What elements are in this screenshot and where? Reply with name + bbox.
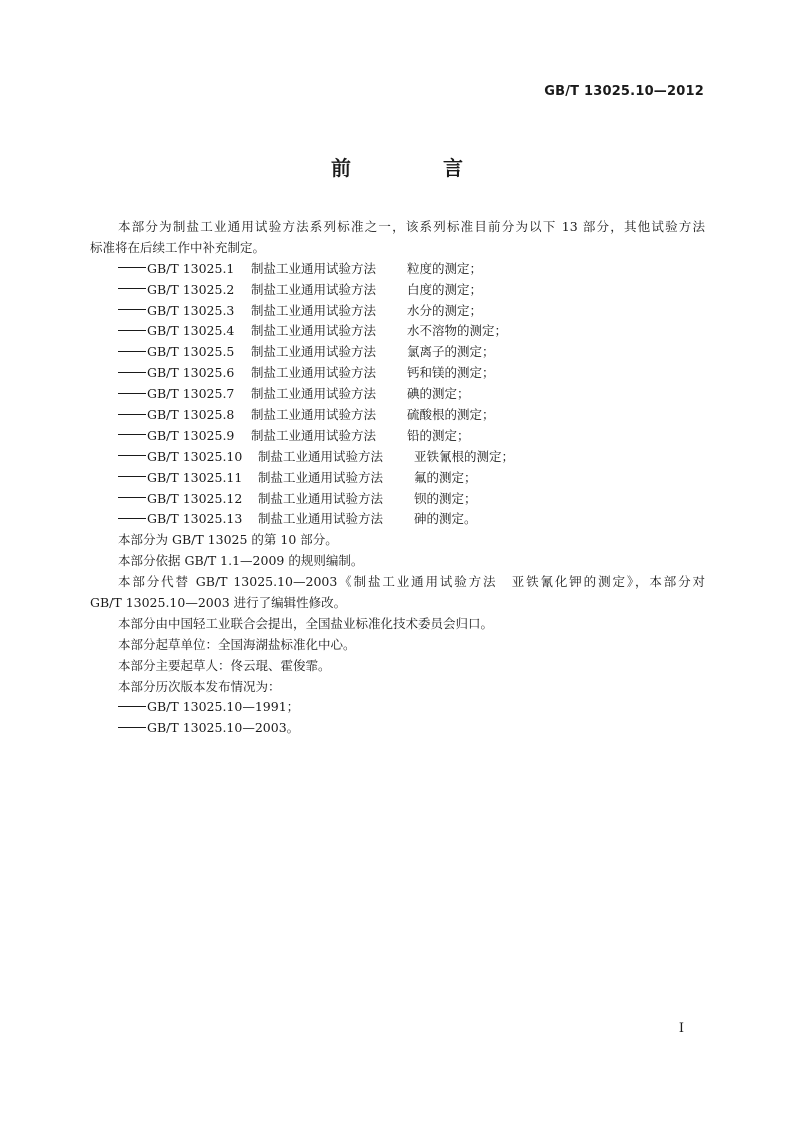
part-subject: 氟的测定； bbox=[414, 469, 477, 485]
em-dash bbox=[118, 393, 146, 395]
part-subject: 粒度的测定； bbox=[407, 260, 483, 276]
list-item bbox=[90, 321, 705, 342]
part-code: GB/T 13025.11 bbox=[147, 469, 243, 485]
page-title: 前 言 bbox=[331, 156, 499, 180]
history-list bbox=[90, 697, 705, 739]
part-method: 制盐工业通用试验方法 bbox=[251, 344, 377, 360]
part-method: 制盐工业通用试验方法 bbox=[251, 407, 377, 423]
history-entry: GB/T 13025.10—1991； bbox=[147, 699, 300, 715]
em-dash bbox=[118, 455, 146, 457]
history-intro: 本部分历次版本发布情况为： bbox=[118, 678, 281, 694]
part-code: GB/T 13025.10 bbox=[147, 448, 243, 464]
em-dash bbox=[118, 351, 146, 353]
proposed-by-statement: 本部分由中国轻工业联合会提出，全国盐业标准化技术委员会归口。 bbox=[118, 615, 494, 631]
list-item bbox=[90, 363, 705, 384]
part-subject: 水分的测定； bbox=[407, 302, 483, 318]
part-of-statement: 本部分为 GB/T 13025 的第 10 部分。 bbox=[118, 532, 338, 548]
part-code: GB/T 13025.1 bbox=[147, 260, 235, 276]
part-code: GB/T 13025.6 bbox=[147, 365, 235, 381]
part-code: GB/T 13025.5 bbox=[147, 344, 235, 360]
list-item bbox=[90, 697, 705, 718]
em-dash bbox=[118, 267, 146, 269]
part-code: GB/T 13025.8 bbox=[147, 407, 235, 423]
em-dash bbox=[118, 497, 146, 499]
part-subject: 碘的测定； bbox=[407, 386, 470, 402]
part-code: GB/T 13025.3 bbox=[147, 302, 235, 318]
page-number: I bbox=[678, 1021, 684, 1036]
list-item bbox=[90, 384, 705, 405]
part-method: 制盐工业通用试验方法 bbox=[251, 260, 377, 276]
list-item bbox=[90, 426, 705, 447]
part-method: 制盐工业通用试验方法 bbox=[258, 469, 384, 485]
part-subject: 氯离子的测定； bbox=[407, 344, 495, 360]
part-method: 制盐工业通用试验方法 bbox=[251, 281, 377, 297]
part-method: 制盐工业通用试验方法 bbox=[251, 386, 377, 402]
intro-line-2: 标准将在后续工作中补充制定。 bbox=[90, 239, 266, 255]
basis-statement: 本部分依据 GB/T 1.1—2009 的规则编制。 bbox=[118, 553, 364, 569]
drafting-unit-statement: 本部分起草单位：全国海湖盐标准化中心。 bbox=[118, 636, 356, 652]
em-dash bbox=[118, 434, 146, 436]
intro-line-1: 本部分为制盐工业通用试验方法系列标准之一，该系列标准目前分为以下 13 部分，其他试验方法 bbox=[118, 219, 705, 234]
parts-list bbox=[90, 259, 705, 531]
list-item bbox=[90, 718, 705, 739]
em-dash bbox=[118, 330, 146, 332]
part-method: 制盐工业通用试验方法 bbox=[251, 365, 377, 381]
foreword-body bbox=[90, 217, 705, 739]
list-item bbox=[90, 447, 705, 468]
part-subject: 砷的测定。 bbox=[414, 511, 477, 527]
part-subject: 钡的测定； bbox=[414, 490, 477, 506]
part-subject: 水不溶物的测定； bbox=[407, 323, 508, 339]
list-item bbox=[90, 489, 705, 510]
part-subject: 亚铁氰根的测定； bbox=[414, 448, 515, 464]
em-dash bbox=[118, 309, 146, 311]
part-subject: 钙和镁的测定； bbox=[407, 365, 495, 381]
part-code: GB/T 13025.9 bbox=[147, 427, 235, 443]
part-method: 制盐工业通用试验方法 bbox=[258, 490, 384, 506]
history-entry: GB/T 13025.10—2003。 bbox=[147, 720, 300, 736]
part-code: GB/T 13025.13 bbox=[147, 511, 243, 527]
part-method: 制盐工业通用试验方法 bbox=[258, 448, 384, 464]
part-code: GB/T 13025.7 bbox=[147, 386, 235, 402]
part-subject: 白度的测定； bbox=[407, 281, 483, 297]
drafters-statement: 本部分主要起草人：佟云琨、霍俊霏。 bbox=[118, 657, 331, 673]
part-method: 制盐工业通用试验方法 bbox=[251, 427, 377, 443]
list-item bbox=[90, 301, 705, 322]
em-dash bbox=[118, 727, 146, 729]
part-code: GB/T 13025.4 bbox=[147, 323, 235, 339]
list-item bbox=[90, 509, 705, 530]
em-dash bbox=[118, 414, 146, 416]
list-item bbox=[90, 342, 705, 363]
replaces-statement-line-1: 本部分代替 GB/T 13025.10—2003《制盐工业通用试验方法 亚铁氰化钾的测定》，本部分对 bbox=[118, 574, 705, 590]
standard-code-header: GB/T 13025.10—2012 bbox=[544, 84, 704, 99]
em-dash bbox=[118, 476, 146, 478]
part-method: 制盐工业通用试验方法 bbox=[258, 511, 384, 527]
em-dash bbox=[118, 706, 146, 708]
list-item bbox=[90, 259, 705, 280]
part-code: GB/T 13025.12 bbox=[147, 490, 243, 506]
replaces-statement-line-2: GB/T 13025.10—2003 进行了编辑性修改。 bbox=[90, 595, 347, 611]
part-method: 制盐工业通用试验方法 bbox=[251, 323, 377, 339]
part-code: GB/T 13025.2 bbox=[147, 281, 235, 297]
em-dash bbox=[118, 288, 146, 290]
part-method: 制盐工业通用试验方法 bbox=[251, 302, 377, 318]
list-item bbox=[90, 405, 705, 426]
list-item bbox=[90, 468, 705, 489]
part-subject: 硫酸根的测定； bbox=[407, 407, 495, 423]
em-dash bbox=[118, 372, 146, 374]
em-dash bbox=[118, 518, 146, 520]
list-item bbox=[90, 280, 705, 301]
part-subject: 铅的测定； bbox=[407, 427, 470, 443]
